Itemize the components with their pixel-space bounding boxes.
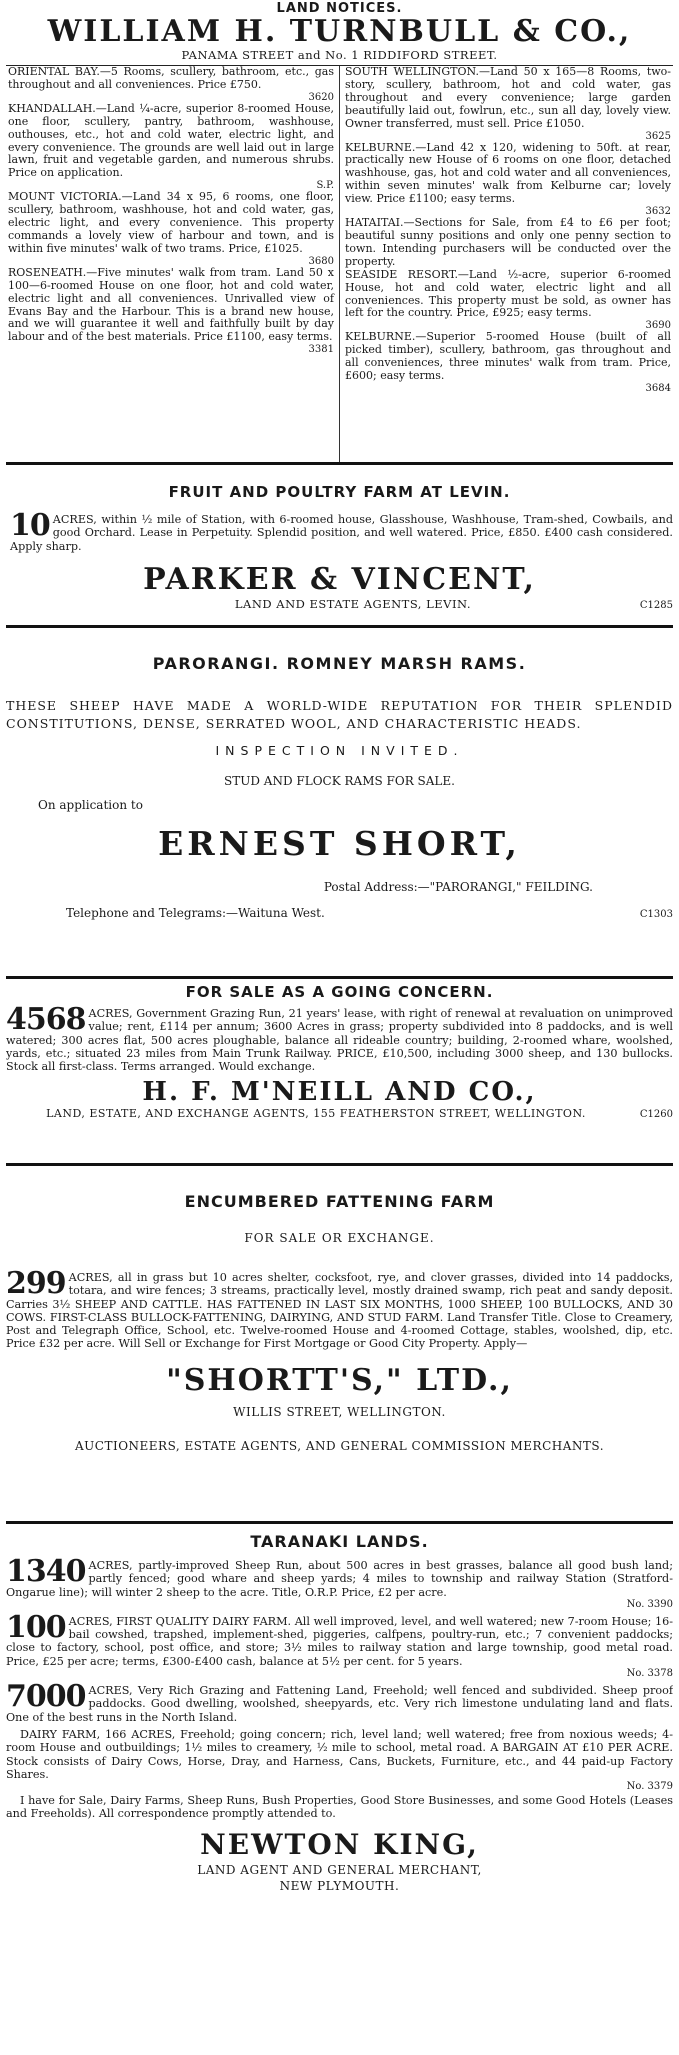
levin-acres-number: 10 xyxy=(10,508,50,543)
newton-king-firm: NEWTON KING, xyxy=(200,1827,479,1861)
listing-ref: 3684 xyxy=(645,382,671,394)
listing-text: SOUTH WELLINGTON.—Land 50 x 165—8 Rooms, two-story, scullery, bathroom, hot and cold water, gas throughout and every convenience; large garden beautifully laid out, fowlrun, etc., sun all day, lovely view. Owner transferred, must sell. Price £1050. xyxy=(345,66,671,130)
rams-section xyxy=(6,628,673,976)
going-concern-section xyxy=(6,979,673,1163)
shortts-street: WILLIS STREET, WELLINGTON. xyxy=(233,1404,446,1419)
listing-ref: 3632 xyxy=(645,206,671,218)
listing xyxy=(345,66,671,142)
listing-ref: 3680 xyxy=(308,255,334,267)
levin-footer xyxy=(6,597,673,611)
taranaki-listing-text: ACRES, Very Rich Grazing and Fattening Land, Freehold; well fenced and subdivided. Sheep proof paddocks. Good dwelling, woolshed, sheepyards, etc. Very rich limestone undulating land and flats. One of the best runs in the North Island. xyxy=(6,1684,673,1724)
ernest-short-firm: ERNEST SHORT, xyxy=(158,824,521,863)
going-concern-footer xyxy=(6,1107,673,1120)
listing-ref: 3625 xyxy=(645,130,671,142)
listing xyxy=(8,66,334,103)
taranaki-dairy-ref: No. 3379 xyxy=(626,1781,673,1793)
listing xyxy=(345,142,671,218)
levin-code: C1285 xyxy=(639,599,673,611)
listing xyxy=(345,331,671,394)
postal-address: Postal Address:—"PARORANGI," FEILDING. xyxy=(323,880,593,894)
mcneill-agents: LAND, ESTATE, AND EXCHANGE AGENTS, 155 FEATHERSTON STREET, WELLINGTON. xyxy=(46,1107,586,1121)
taranaki-listing-ref: No. 3378 xyxy=(626,1668,673,1680)
listing-text: ORIENTAL BAY.—5 Rooms, scullery, bathroom, etc., gas throughout and all conveniences. Price £750. xyxy=(8,66,334,91)
rams-text: THESE SHEEP HAVE MADE A WORLD-WIDE REPUTATION FOR THEIR SPLENDID CONSTITUTIONS, DENSE, SERRATED WOOL, AND CHARACTERISTIC HEADS. xyxy=(6,698,673,731)
turnbull-address: PANAMA STREET and No. 1 RIDDIFORD STREET. xyxy=(181,48,498,62)
stud-flock-rams: STUD AND FLOCK RAMS FOR SALE. xyxy=(224,774,455,788)
levin-agents: LAND AND ESTATE AGENTS, LEVIN. xyxy=(234,596,471,611)
listing-ref: 3620 xyxy=(308,91,334,103)
taranaki-acres-number: 1340 xyxy=(6,1554,86,1589)
mcneill-firm: H. F. M'NEILL AND CO., xyxy=(142,1077,537,1108)
going-concern-code: C1260 xyxy=(639,1109,673,1121)
listing-text: KHANDALLAH.—Land ¼-acre, superior 8-roomed House, one floor, scullery, pantry, bathroom, washhouse, outhouses, etc., hot and cold water, electric light, and every convenience. The grounds are well laid out in large lawn, fruit and vegetable garden, and numerous shrubs. Price on application. xyxy=(8,101,334,180)
fattening-heading: ENCUMBERED FATTENING FARM xyxy=(184,1192,495,1211)
taranaki-dairy-text: DAIRY FARM, 166 ACRES, Freehold; going concern; rich, level land; well watered; free from noxious weeds; 4-room House and outbuildings; 1½ miles to creamery, ½ mile to school, metal road. A BARGAIN AT £10 PER ACRE. Stock consists of Dairy Cows, Horse, Dray, and Harness, Cans, Buckets, Furniture, etc., and 44 paid-up Factory Shares. xyxy=(6,1727,673,1781)
listing xyxy=(8,191,334,267)
newton-king-town: NEW PLYMOUTH. xyxy=(279,1878,400,1893)
land-notices-heading: LAND NOTICES. xyxy=(276,1,403,16)
taranaki-acres-number: 7000 xyxy=(6,1679,86,1715)
taranaki-listing xyxy=(6,1609,673,1680)
parker-vincent-firm: PARKER & VINCENT, xyxy=(143,561,536,597)
taranaki-listing-ref: No. 3390 xyxy=(626,1598,673,1610)
listing xyxy=(345,217,671,269)
turnbull-firm-name: WILLIAM H. TURNBULL & CO., xyxy=(47,14,632,49)
listing xyxy=(345,269,671,332)
telephone-line: Telephone and Telegrams:—Waituna West. xyxy=(66,906,325,920)
rams-code: C1303 xyxy=(639,909,673,920)
land-notices-columns xyxy=(6,66,673,462)
fattening-subheading: FOR SALE OR EXCHANGE. xyxy=(244,1231,435,1245)
taranaki-closing: I have for Sale, Dairy Farms, Sheep Runs, Bush Properties, Good Store Businesses, and some Good Hotels (Leases and Freeholds). All correspondence promptly attended to. xyxy=(6,1794,673,1821)
listing-text: KELBURNE.—Land 42 x 120, widening to 50ft. at rear, practically new House of 6 rooms on one floor, detached washhouse, gas, hot and cold water and all conveniences, within seven minutes' walk from Kelburne car; lovely view. Price £1100; easy terms. xyxy=(345,140,671,206)
fattening-acres-number: 299 xyxy=(6,1266,66,1301)
going-concern-acres-number: 4568 xyxy=(6,1002,86,1037)
listing-ref: 3381 xyxy=(308,344,334,356)
shortts-firm: "SHORTT'S," LTD., xyxy=(166,1362,513,1398)
going-concern-heading: FOR SALE AS A GOING CONCERN. xyxy=(185,983,494,1001)
taranaki-acres-number: 100 xyxy=(6,1609,66,1645)
right-column xyxy=(340,66,673,462)
left-column xyxy=(6,66,340,462)
levin-text: ACRES, within ½ mile of Station, with 6-roomed house, Glasshouse, Washhouse, Tram-shed, Cowbails, and good Orchard. Lease in Perpetuity. Splendid position, and well watered. Price, £850. £400 cash considered. Apply sharp. xyxy=(10,513,673,553)
shortts-trade: AUCTIONEERS, ESTATE AGENTS, AND GENERAL COMMISSION MERCHANTS. xyxy=(74,1438,605,1453)
listing-text: MOUNT VICTORIA.—Land 34 x 95, 6 rooms, one floor, scullery, bathroom, washhouse, hot and cold water, gas, electric light, and every convenience. This property commands a lovely view of harbour and town, and is within five minutes' walk of two trams. Price, £1025. xyxy=(8,190,334,255)
levin-heading: FRUIT AND POULTRY FARM AT LEVIN. xyxy=(168,483,511,501)
taranaki-listing-text: ACRES, FIRST QUALITY DAIRY FARM. All well improved, level, and well watered; new 7-room House; 16-bail cowshed, trapshed, implement-shed, piggeries, calfpens, poultry-run, etc.; 7 convenient paddocks; close to factory, school, post office, and store; 3½ miles to railway station and large township, good metal road. Price, £25 per acre; terms, £300-£400 cash, balance at 5½ per cent. for 5 years. xyxy=(6,1614,673,1668)
taranaki-listing xyxy=(6,1679,673,1724)
listing xyxy=(8,103,334,191)
listing-ref: 3690 xyxy=(645,320,671,332)
fattening-body xyxy=(6,1266,673,1351)
inspection-invited: INSPECTION INVITED. xyxy=(215,743,464,758)
newton-king-sub: LAND AGENT AND GENERAL MERCHANT, xyxy=(197,1862,482,1877)
listing xyxy=(8,267,334,355)
listing-text: ROSENEATH.—Five minutes' walk from tram. Land 50 x 100—6-roomed House on one floor, hot and cold water, electric light and all conveniences. Unrivalled view of Evans Bay and the Harbour. This is a brand new house, and we will guarantee it well and faithfully built by day labour and of the best materials. Price £1100, easy terms. xyxy=(8,265,334,344)
listing-text: HATAITAI.—Sections for Sale, from £4 to £6 per foot; beautiful sunny positions and only one penny section to town. Intending purchasers will be conducted over the property. xyxy=(345,216,671,268)
rams-heading: PARORANGI. ROMNEY MARSH RAMS. xyxy=(152,654,527,673)
listing-text: SEASIDE RESORT.—Land ½-acre, superior 6-roomed House, hot and cold water, electric light and all conveniences. This property must be sold, as owner has left for the country. Price, £925; easy terms. xyxy=(345,267,671,320)
taranaki-section xyxy=(6,1524,673,1944)
taranaki-dairy-listing xyxy=(6,1728,673,1781)
listing-text: KELBURNE.—Superior 5-roomed House (built of all picked timber), scullery, bathroom, gas throughout and all conveniences, three minutes' walk from tram. Price, £600; easy terms. xyxy=(345,330,671,383)
going-concern-text: ACRES, Government Grazing Run, 21 years' lease, with right of renewal at revaluation on unimproved value; rent, £114 per annum; 3600 Acres in grass; property subdivided into 8 paddocks, and is well watered; 300 acres flat, 500 acres ploughable, balance all rideable country; building, 2-roomed whare, woolshed, yards, etc.; situated 23 miles from Main Trunk Railway. PRICE, £10,500, including 3000 sheep, and 130 bullocks. Stock all first-class. Terms arranged. Would exchange. xyxy=(6,1007,673,1074)
going-concern-body xyxy=(6,1002,673,1074)
taranaki-listing-text: ACRES, partly-improved Sheep Run, about 500 acres in best grasses, balance all good bush land; partly fenced; good whare and sheep yards; 4 miles to township and railway Station (Stratford-Ongarue line); will winter 2 sheep to the acre. Title, O.R.P. Price, £2 per acre. xyxy=(6,1559,673,1599)
application-line: On application to xyxy=(38,798,143,812)
land-notices-section xyxy=(6,0,673,462)
taranaki-heading: TARANAKI LANDS. xyxy=(250,1532,429,1551)
taranaki-listing xyxy=(6,1554,673,1610)
listing-ref: S.P. xyxy=(316,180,334,192)
fattening-text: ACRES, all in grass but 10 acres shelter, cocksfoot, rye, and clover grasses, divided into 14 paddocks, totara, and wire fences; 3 streams, practically level, mostly drained swamp, rich peat and sandy deposit. Carries 3½ SHEEP AND CATTLE. HAS FATTENED IN LAST SIX MONTHS, 1000 SHEEP, 100 BULLOCKS, AND 30 COWS. FIRST-CLASS BULLOCK-FATTENING, DAIRYING, AND STUD FARM. Land Transfer Title. Close to Creamery, Post and Telegraph Office, School, etc. Twelve-roomed House and 4-roomed Cottage, stables, woolshed, dip, etc. Price £32 per acre. Will Sell or Exchange for First Mortgage or Good City Property. Apply— xyxy=(6,1271,673,1351)
rams-footer xyxy=(6,906,673,920)
levin-body xyxy=(6,508,673,553)
levin-section xyxy=(6,465,673,625)
fattening-section xyxy=(6,1166,673,1521)
